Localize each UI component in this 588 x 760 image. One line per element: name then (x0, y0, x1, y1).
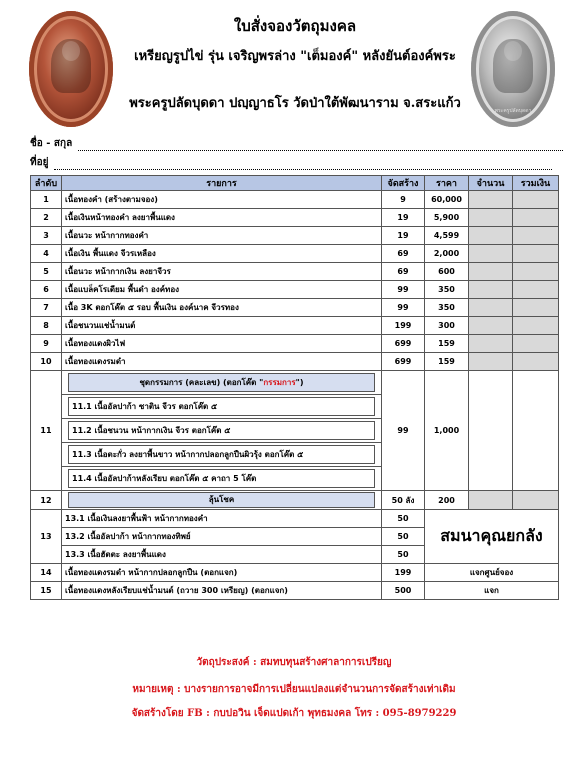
row-no: 10 (31, 353, 62, 371)
total-cell[interactable] (513, 299, 559, 317)
row-item: เนื้อชนวนแช่น้ำมนต์ (62, 317, 382, 335)
row-price: 350 (425, 281, 469, 299)
row-no: 14 (31, 564, 62, 582)
monk-face (62, 41, 80, 61)
case-bonus-note: สมนาคุณยกลัง (425, 510, 559, 564)
row-price: 4,599 (425, 227, 469, 245)
row-made: 50 (382, 546, 425, 564)
table-row (31, 510, 559, 528)
row-made: 50 (382, 510, 425, 528)
header-price: ราคา (425, 176, 469, 191)
organizer-note: จัดสร้างโดย FB : กบปอวิน เจ็ดแปดเก้า พุทธมงคล โทร : 095-8979229 (131, 708, 457, 719)
total-cell[interactable] (513, 263, 559, 281)
monk-face (504, 41, 522, 61)
qty-cell[interactable] (469, 245, 513, 263)
row-made: 199 (382, 564, 425, 582)
row-item: เนื้อทองแดงหลังเรียบแช่น้ำมนต์ (ถวาย 300 เหรียญ) (ตอกแจก) (62, 582, 382, 600)
table-row (31, 281, 559, 299)
row-item: เนื้อแบล็คโรเดียม พื้นดำ องค์ทอง (62, 281, 382, 299)
header-total: รวมเงิน (513, 176, 559, 191)
header-qty: จำนวน (469, 176, 513, 191)
committee-set-heading (62, 371, 382, 395)
qty-cell[interactable] (469, 491, 513, 510)
table-row (31, 245, 559, 263)
row-price: 350 (425, 299, 469, 317)
row-no: 6 (31, 281, 62, 299)
page-title: ใบสั่งจองวัตถุมงคล (233, 17, 357, 35)
committee-item: 11.4 เนื้ออัลปาก้าหลังเรียบ ตอกโค๊ต ๕ คาถา 5 โค๊ต (68, 469, 375, 488)
row-price: แจก (425, 582, 559, 600)
row-price: 2,000 (425, 245, 469, 263)
header-made: จัดสร้าง (382, 176, 425, 191)
table-row (31, 191, 559, 209)
row-price: แจกศูนย์จอง (425, 564, 559, 582)
row-item: เนื้อเงิน พื้นแดง จีวรเหลือง (62, 245, 382, 263)
row-item: เนื้อทองแดงรมดำ (62, 353, 382, 371)
row-made: 500 (382, 582, 425, 600)
row-made: 9 (382, 191, 425, 209)
row-made: 99 (382, 281, 425, 299)
row-item: เนื้อทองแดงผิวไฟ (62, 335, 382, 353)
total-cell[interactable] (513, 227, 559, 245)
row-item: เนื้อเงินหน้าทองคำ ลงยาพื้นแดง (62, 209, 382, 227)
table-row (31, 299, 559, 317)
row-no: 3 (31, 227, 62, 245)
qty-cell[interactable] (469, 371, 513, 491)
name-dotted-line (78, 141, 563, 151)
row-item: เนื้อนวะ หน้ากากเงิน ลงยาจีวร (62, 263, 382, 281)
row-no: 15 (31, 582, 62, 600)
name-label: ชื่อ - สกุล (30, 138, 73, 149)
row-no: 12 (31, 491, 62, 510)
total-cell[interactable] (513, 335, 559, 353)
row-made: 19 (382, 209, 425, 227)
table-row (31, 263, 559, 281)
committee-heading-red: กรรมการ (263, 378, 296, 387)
row-price: 60,000 (425, 191, 469, 209)
qty-cell[interactable] (469, 353, 513, 371)
address-dotted-line (54, 160, 552, 170)
row-price: 5,900 (425, 209, 469, 227)
row-price: 159 (425, 353, 469, 371)
row-no: 9 (31, 335, 62, 353)
row-item: เนื้อ 3K ตอกโค๊ต ๕ รอบ พื้นเงิน องค์นาค จีวรทอง (62, 299, 382, 317)
row-made: 69 (382, 245, 425, 263)
row-no: 7 (31, 299, 62, 317)
medal-series-title: เหรียญรูปไข่ รุ่น เจริญพรล่าง "เต็มองค์" หลังยันต์องค์พระ (134, 49, 456, 64)
row-no: 5 (31, 263, 62, 281)
table-row (31, 335, 559, 353)
remark-note: หมายเหตุ : บางรายการอาจมีการเปลี่ยนแปลงแต่จำนวนการจัดสร้างเท่าเดิม (132, 684, 456, 695)
monk-temple-title: พระครูปลัดบุดดา ปญฺญาธโร วัดป่าใต้พัฒนาราม จ.สระแก้ว (129, 96, 461, 111)
qty-cell[interactable] (469, 281, 513, 299)
row-made: 99 (382, 371, 425, 491)
qty-cell[interactable] (469, 299, 513, 317)
committee-heading-text: ชุดกรรมการ (คละเลข) (ตอกโค๊ต " (139, 378, 264, 387)
row-price: 300 (425, 317, 469, 335)
total-cell[interactable] (513, 491, 559, 510)
qty-cell[interactable] (469, 227, 513, 245)
medal-back-photo (471, 11, 555, 127)
order-table (30, 175, 559, 600)
row-no: 13 (31, 510, 62, 564)
table-row (31, 582, 559, 600)
row-made: 50 (382, 528, 425, 546)
row-made: 699 (382, 353, 425, 371)
lucky-draw-item: ลุ้นโชค (68, 492, 375, 508)
total-cell[interactable] (513, 191, 559, 209)
row-price: 159 (425, 335, 469, 353)
row-made: 699 (382, 335, 425, 353)
row-item: 13.3 เนื้อฮัตตะ ลงยาพื้นแดง (62, 546, 382, 564)
row-price: 600 (425, 263, 469, 281)
row-price: 200 (425, 491, 469, 510)
row-made: 99 (382, 299, 425, 317)
row-no: 1 (31, 191, 62, 209)
committee-item: 11.3 เนื้อตะกั่ว ลงยาพื้นขาว หน้ากากปลอกลูกปืนผิวรุ้ง ตอกโค๊ต ๕ (68, 445, 375, 464)
purpose-note: วัตถุประสงค์ : สมทบทุนสร้างศาลาการเปรียญ (196, 657, 392, 668)
row-item: เนื้อทองคำ (สร้างตามจอง) (62, 191, 382, 209)
row-no: 4 (31, 245, 62, 263)
address-label: ที่อยู่ (30, 157, 49, 168)
row-price: 1,000 (425, 371, 469, 491)
total-cell[interactable] (513, 371, 559, 491)
table-row (31, 564, 559, 582)
total-cell[interactable] (513, 281, 559, 299)
qty-cell[interactable] (469, 335, 513, 353)
table-row (31, 353, 559, 371)
table-row (31, 227, 559, 245)
committee-item: 11.1 เนื้ออัลปาก้า ซาติน จีวร ตอกโค๊ต ๕ (68, 397, 375, 416)
table-row (31, 371, 559, 395)
table-header-row (31, 176, 559, 191)
header-no: ลำดับ (31, 176, 62, 191)
address-field[interactable] (30, 155, 552, 170)
name-field[interactable] (30, 136, 563, 151)
qty-cell[interactable] (469, 317, 513, 335)
row-no: 11 (31, 371, 62, 491)
row-no: 2 (31, 209, 62, 227)
table-row (31, 317, 559, 335)
qty-cell[interactable] (469, 191, 513, 209)
row-item: 13.2 เนื้ออัลปาก้า หน้ากากทองทิพย์ (62, 528, 382, 546)
committee-item: 11.2 เนื้อชนวน หน้ากากเงิน จีวร ตอกโค๊ต ๕ (68, 421, 375, 440)
row-made: 199 (382, 317, 425, 335)
row-item: เนื้อนวะ หน้ากากทองคำ (62, 227, 382, 245)
row-item: 13.1 เนื้อเงินลงยาพื้นฟ้า หน้ากากทองคำ (62, 510, 382, 528)
qty-cell[interactable] (469, 209, 513, 227)
table-row (31, 491, 559, 510)
medal-front-photo (29, 11, 113, 127)
qty-cell[interactable] (469, 263, 513, 281)
total-cell[interactable] (513, 245, 559, 263)
committee-heading-end: ") (295, 378, 304, 387)
table-row (31, 209, 559, 227)
row-no: 8 (31, 317, 62, 335)
row-made: 19 (382, 227, 425, 245)
row-item: เนื้อทองแดงรมดำ หน้ากากปลอกลูกปืน (ตอกแจก) (62, 564, 382, 582)
medal-rim-text: พระครูปลัดบุดดา (494, 108, 532, 114)
total-cell[interactable] (513, 317, 559, 335)
row-made: 69 (382, 263, 425, 281)
row-made: 50 ลัง (382, 491, 425, 510)
header-item: รายการ (62, 176, 382, 191)
total-cell[interactable] (513, 209, 559, 227)
total-cell[interactable] (513, 353, 559, 371)
